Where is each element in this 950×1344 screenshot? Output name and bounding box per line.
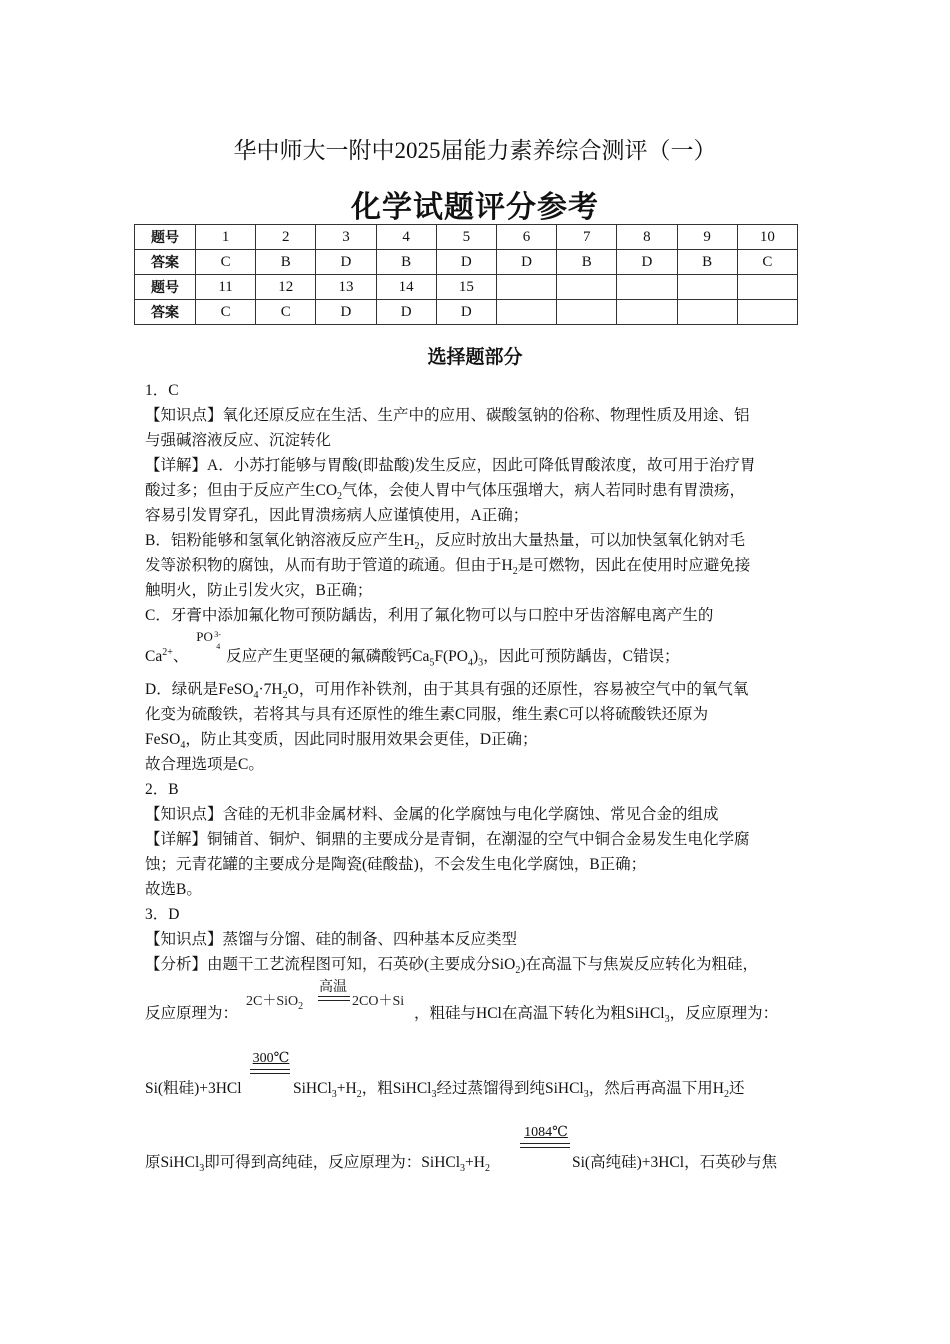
- q1-detail-a1: 【详解】A．小苏打能够与胃酸(即盐酸)发生反应，因此可降低胃酸浓度，故可用于治疗胃: [145, 457, 756, 474]
- answer-table-cell: 2: [256, 225, 316, 250]
- answer-table-cell: C: [196, 250, 256, 275]
- answer-table-cell: D: [376, 300, 436, 325]
- answer-table-cell: 4: [376, 225, 436, 250]
- answer-table-cell: [496, 300, 556, 325]
- q3-reaction2-left: Si(粗硅)+3HCl: [145, 1080, 242, 1097]
- answer-table-cell: D: [316, 250, 376, 275]
- reaction1-equals-sign: [318, 996, 350, 1001]
- q2-detail-1: 【详解】铜铺首、铜炉、铜鼎的主要成分是青铜，在潮湿的空气中铜合金易发生电化学腐: [145, 831, 750, 848]
- answer-table-cell: B: [557, 250, 617, 275]
- answer-table-row: [135, 275, 798, 300]
- answer-table-cell: [557, 275, 617, 300]
- section-title: 选择题部分: [427, 346, 523, 368]
- reaction3-equals-sign: [520, 1143, 570, 1148]
- answer-table-cell: C: [196, 300, 256, 325]
- q3-reaction1-prefix: 反应原理为：: [145, 1005, 239, 1022]
- answer-table-cell: 11: [196, 275, 256, 300]
- answer-table: [134, 224, 798, 325]
- answer-table-cell: D: [436, 300, 496, 325]
- q1-detail-a3: 容易引发胃穿孔，因此胃溃疡病人应谨慎使用，A正确；: [145, 507, 529, 524]
- q2-number: 2．B: [145, 781, 179, 798]
- q3-reaction3-right: Si(高纯硅)+3HCl，石英砂与焦: [572, 1154, 778, 1171]
- answer-table-cell: [677, 275, 737, 300]
- answer-table-cell: D: [617, 250, 677, 275]
- answer-table-cell: 14: [376, 275, 436, 300]
- answer-table-cell: [617, 275, 677, 300]
- answer-table-cell: D: [316, 300, 376, 325]
- q3-knowledge: 【知识点】蒸馏与分馏、硅的制备、四种基本反应类型: [145, 931, 518, 948]
- q2-conclusion: 故选B。: [145, 881, 202, 898]
- answer-table-cell: [496, 275, 556, 300]
- answer-table-cell: 8: [617, 225, 677, 250]
- answer-table-cell: [617, 300, 677, 325]
- reaction2-condition: 300℃: [252, 1051, 290, 1066]
- q3-number: 3．D: [145, 906, 180, 923]
- q2-detail-2: 蚀；元青花罐的主要成分是陶瓷(硅酸盐)，不会发生电化学腐蚀，B正确；: [145, 856, 647, 873]
- answer-table-cell: D: [436, 250, 496, 275]
- answer-table-row-label: 题号: [135, 275, 196, 300]
- answer-table-cell: C: [737, 250, 797, 275]
- answer-table-cell: B: [677, 250, 737, 275]
- q1-knowledge-line2: 与强碱溶液反应、沉淀转化: [145, 432, 332, 449]
- q1-detail-c1: C．牙膏中添加氟化物可预防龋齿，利用了氟化物可以与口腔中牙齿溶解电离产生的: [145, 607, 714, 624]
- answer-table-row: [135, 300, 798, 325]
- answer-table-cell: C: [256, 300, 316, 325]
- q3-reaction2-right: $SiHCl_3+H_2$，粗SiHCl$_3$经过蒸馏得到纯SiHCl$_3$，然后再高温下用$H_2$还: [293, 1080, 745, 1101]
- reaction1-left: 2C＋SiO$_2$: [246, 994, 304, 1012]
- q1-detail-d1: D．绿矾是$FeSO_4\cdot 7H_2O$，可用作补铁剂，由于其具有强的还原性，容易被空气中的氧气氧: [145, 681, 749, 702]
- q2-knowledge: 【知识点】含硅的无机非金属材料、金属的化学腐蚀与电化学腐蚀、常见合金的组成: [145, 806, 719, 823]
- answer-table-cell: B: [376, 250, 436, 275]
- q1-knowledge-line1: 【知识点】氧化还原反应在生活、生产中的应用、碳酸氢钠的俗称、物理性质及用途、铝: [145, 407, 750, 424]
- answer-table-cell: 1: [196, 225, 256, 250]
- reaction2-equals-sign: [250, 1069, 290, 1074]
- document-title: 化学试题评分参考: [351, 190, 599, 225]
- answer-table-row-label: 答案: [135, 250, 196, 275]
- answer-table-cell: [737, 275, 797, 300]
- q1-detail-d3: FeSO$_4$，防止其变质，因此同时服用效果会更佳，D正确；: [145, 731, 538, 752]
- answer-table-cell: D: [496, 250, 556, 275]
- reaction3-condition: 1084℃: [524, 1125, 568, 1140]
- school-title: 华中师大一附中2025届能力素养综合测评（一）: [233, 138, 717, 163]
- answer-table-cell: 9: [677, 225, 737, 250]
- q1-detail-b1: B．铝粉能够和氢氧化钠溶液反应产生$H_2$，反应时放出大量热量，可以加快氢氧化钠对毛: [145, 532, 746, 553]
- answer-table-row-label: 题号: [135, 225, 196, 250]
- q1-detail-b3: 触明火，防止引发火灾，B正确；: [145, 582, 373, 599]
- q3-reaction1-suffix: ，粗硅与HCl在高温下转化为粗SiHCl$_3$，反应原理为：: [414, 1005, 779, 1026]
- reaction1-right: 2CO＋Si: [352, 994, 405, 1009]
- answer-table-cell: 7: [557, 225, 617, 250]
- answer-table-cell: [677, 300, 737, 325]
- answer-table-row: [135, 250, 798, 275]
- answer-table-row-label: 答案: [135, 300, 196, 325]
- answer-table-cell: B: [256, 250, 316, 275]
- answer-table-cell: 6: [496, 225, 556, 250]
- answer-table-cell: [557, 300, 617, 325]
- answer-table-cell: 13: [316, 275, 376, 300]
- q1-detail-b2: 发等淤积物的腐蚀，从而有助于管道的疏通。但由于$H_2$是可燃物，因此在使用时应避免接: [145, 557, 751, 578]
- q1-number: 1．C: [145, 382, 179, 399]
- answer-table-cell: 5: [436, 225, 496, 250]
- reaction1-condition: 高温: [319, 980, 347, 995]
- answer-table-cell: 15: [436, 275, 496, 300]
- answer-table-cell: 3: [316, 225, 376, 250]
- q1-detail-c2: $Ca^{2+}$、 PO 3- 4 反应产生更坚硬的氟磷酸钙$Ca_5F(PO_4)_3$，因此可预防龋齿，C错误；: [145, 629, 680, 669]
- answer-table-row: [135, 225, 798, 250]
- q1-conclusion: 故合理选项是C。: [145, 756, 264, 773]
- q1-detail-d2: 化变为硫酸铁，若将其与具有还原性的维生素C同服，维生素C可以将硫酸铁还原为: [145, 706, 709, 723]
- q3-analysis-1: 【分析】由题干工艺流程图可知，石英砂(主要成分SiO$_2$)在高温下与焦炭反应转化为粗硅，: [145, 956, 758, 977]
- answer-table-cell: 10: [737, 225, 797, 250]
- q1-detail-a2: 酸过多；但由于反应产生$CO_2$气体，会使人胃中气体压强增大，病人若同时患有胃溃疡，: [145, 482, 746, 503]
- phosphate-ion: PO 3- 4: [196, 629, 221, 651]
- q3-reaction3-line: 原SiHCl$_3$即可得到高纯硅，反应原理为：$SiHCl_3+H_2$: [145, 1154, 490, 1175]
- answer-table-cell: [737, 300, 797, 325]
- answer-table-cell: 12: [256, 275, 316, 300]
